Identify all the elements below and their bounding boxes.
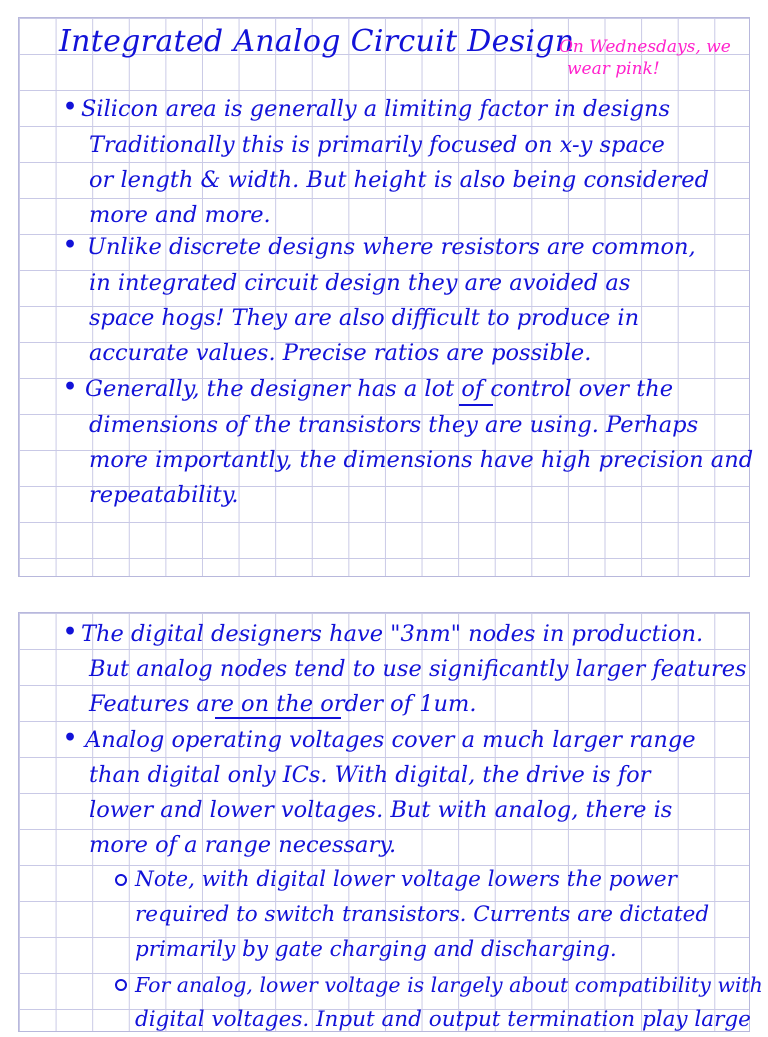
note-line: For analog, lower voltage is largely about compatibility with — [135, 973, 763, 997]
note-line: more of a range necessary. — [89, 832, 397, 858]
note-line: lower and lower voltages. But with analog, there is — [89, 797, 673, 823]
notebook-page-1 — [18, 17, 754, 577]
notebook-page-2 — [18, 612, 763, 1032]
pink-note-line-2: wear pink! — [567, 59, 660, 79]
note-line: more and more. — [89, 202, 271, 228]
note-line: accurate values. Precise ratios are possible. — [89, 340, 592, 366]
note-line: than digital only ICs. With digital, the drive is for — [89, 762, 651, 788]
note-line: required to switch transistors. Currents are dictated — [135, 902, 710, 927]
bullet-dot: • — [63, 725, 78, 751]
sub-bullet-circle — [115, 874, 127, 886]
note-line: in integrated circuit design they are avoided as — [89, 270, 631, 296]
note-line: Unlike discrete designs where resistors are common, — [87, 234, 696, 260]
note-line: Traditionally this is primarily focused on x-y space — [89, 132, 665, 158]
pink-note-line-1: On Wednesdays, we — [559, 37, 731, 57]
sub-bullet-circle — [115, 979, 127, 991]
note-line: space hogs! They are also difficult to produce in — [89, 305, 640, 331]
note-line: Features are on the order of 1um. — [89, 691, 477, 717]
bullet-dot: • — [63, 374, 78, 400]
bullet-dot: • — [63, 232, 78, 258]
note-line: more importantly, the dimensions have high precision and — [89, 447, 754, 473]
bullet-dot: • — [63, 94, 78, 120]
note-line: dimensions of the transistors they are using. Perhaps — [89, 412, 699, 438]
note-line: Generally, the designer has a lot of control over the — [85, 376, 674, 402]
page-title: Integrated Analog Circuit Design — [59, 24, 575, 59]
underline-on-the-order — [215, 717, 341, 719]
note-line: repeatability. — [89, 482, 239, 508]
note-line: Silicon area is generally a limiting factor in designs — [81, 96, 671, 122]
note-line: But analog nodes tend to use significantly larger features — [89, 656, 747, 682]
note-line: or length & width. But height is also being considered — [89, 167, 710, 193]
note-line: primarily by gate charging and discharging. — [135, 937, 617, 962]
note-line: digital voltages. Input and output termination play large — [135, 1007, 751, 1032]
bullet-dot: • — [63, 619, 78, 645]
note-line: Note, with digital lower voltage lowers the power — [135, 867, 677, 892]
note-line: The digital designers have "3nm" nodes in production. — [81, 621, 704, 647]
note-line: Analog operating voltages cover a much larger range — [85, 727, 696, 753]
underline-lot — [459, 404, 493, 406]
